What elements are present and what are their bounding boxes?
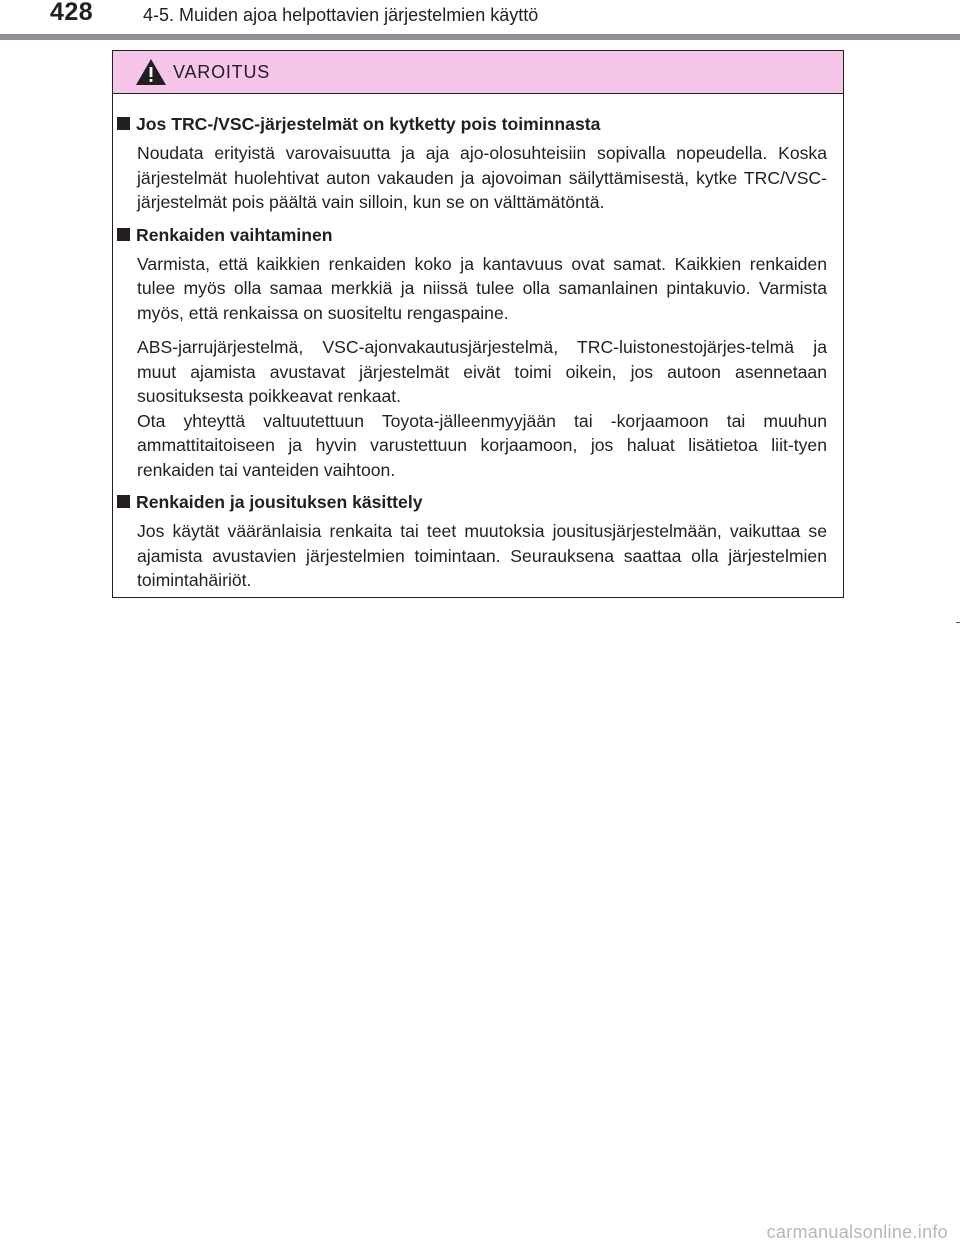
warning-box	[112, 50, 844, 598]
warning-item	[113, 490, 827, 593]
item-heading-text: Renkaiden ja jousituksen käsittely	[136, 492, 423, 512]
warning-label: VAROITUS	[173, 62, 271, 82]
bullet-square-icon	[117, 495, 130, 508]
item-paragraph: Jos käytät vääränlaisia renkaita tai teet muutoksia jousitusjärjestelmään, vaikuttaa se ajamista avustavien järjestelmien toimintaan. Seurauksena saattaa olla järjestelmien toimintahäiriöt.	[137, 521, 827, 590]
item-paragraph: Varmista, että kaikkien renkaiden koko ja kantavuus ovat samat. Kaikkien renkaiden tulee myös olla samaa merkkiä ja niissä tulee olla samanlainen pintakuvio. Varmista myös, että renkaissa on suositeltu rengaspaine.	[137, 253, 827, 323]
item-heading	[113, 112, 827, 136]
item-heading	[113, 223, 827, 247]
item-heading-text: Renkaiden vaihtaminen	[136, 224, 333, 245]
warning-body	[113, 94, 843, 593]
page-number: 428	[50, 0, 94, 26]
item-paragraph: Noudata erityistä varovaisuutta ja aja ajo-olosuhteisiin sopivalla nopeudella. Koska järjestelmät huolehtivat auton vakauden ja ajovoiman säilyttämisestä, kytke TRC/VSC-järjestelmät pois päältä vain silloin, kun se on välttämätöntä.	[137, 143, 827, 212]
bullet-square-icon	[117, 117, 130, 130]
item-heading	[113, 490, 827, 514]
header-rule	[0, 34, 960, 40]
warning-triangle-icon	[135, 58, 167, 86]
item-paragraph: Ota yhteyttä valtuutettuun Toyota-jälleenmyyjään tai -korjaamoon tai muuhun ammattitaitoiseen ja hyvin varustettuun korjaamoon, jos haluat lisätietoa liit-tyen renkaiden tai vanteiden vaihtoon.	[137, 410, 827, 480]
bullet-square-icon	[117, 228, 130, 241]
edge-tick	[956, 622, 960, 623]
warning-header	[113, 51, 843, 94]
item-paragraph: ABS-jarrujärjestelmä, VSC-ajonvakautusjärjestelmä, TRC-luistonestojärjes-telmä ja muut ajamista avustavat järjestelmät eivät toimi oikein, jos autoon asennetaan suosituksesta poikkeavat renkaat.	[137, 337, 827, 406]
warning-item	[113, 112, 827, 215]
section-title: 4-5. Muiden ajoa helpottavien järjestelmien käyttö	[143, 5, 539, 25]
item-heading-text: Jos TRC-/VSC-järjestelmät on kytketty pois toiminnasta	[136, 114, 601, 134]
watermark[interactable]: carmanualsonline.info	[766, 1222, 948, 1242]
warning-item	[113, 223, 827, 483]
